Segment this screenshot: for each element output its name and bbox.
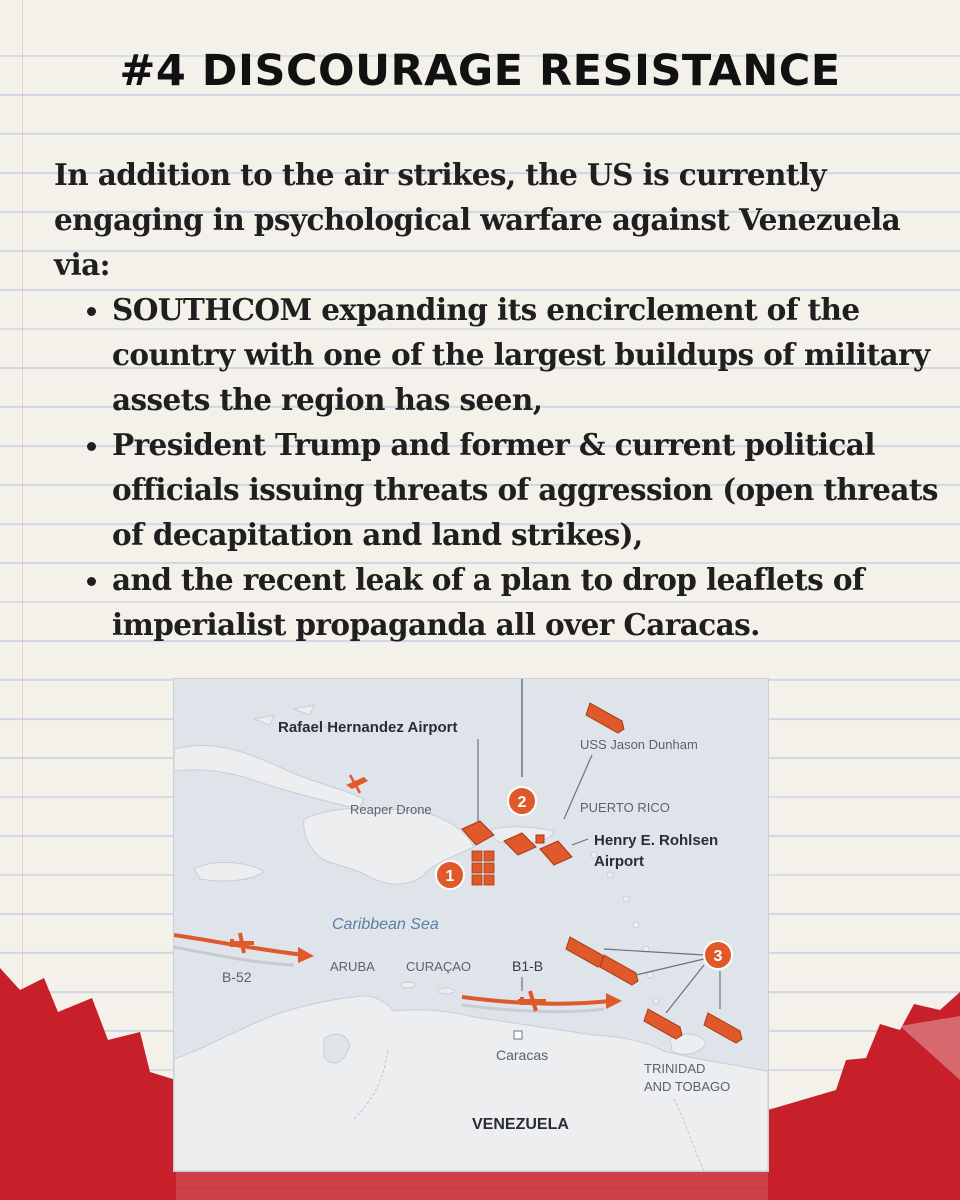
rafael-airport-label: Rafael Hernandez Airport (278, 719, 458, 736)
svg-text:1: 1 (445, 868, 455, 885)
intro-paragraph: In addition to the air strikes, the US is currently engaging in psychological warfare against Venezuela via: (54, 157, 901, 282)
curacao-label: CURAÇAO (406, 959, 472, 974)
marker-3 (704, 941, 732, 969)
body-text (54, 152, 954, 647)
bullet-item: • President Trump and former & current political officials issuing threats of aggression (open threats of decapitation and land strikes), (112, 422, 954, 557)
b52-label: B-52 (222, 969, 252, 985)
caribbean-sea-label: Caribbean Sea (332, 916, 439, 933)
caribbean-map (174, 679, 768, 1171)
marker-2 (508, 787, 536, 815)
henry-airport-label-2: Airport (594, 853, 644, 870)
maple-leaf-right-icon (768, 992, 960, 1200)
marker-1 (436, 861, 464, 889)
puerto-rico-label: PUERTO RICO (580, 800, 670, 815)
uss-jason-dunham-label: USS Jason Dunham (580, 737, 698, 752)
trinidad-label-2: AND TOBAGO (644, 1079, 731, 1094)
maple-leaf-left-icon (0, 968, 176, 1200)
caracas-marker (514, 1031, 522, 1039)
trinidad-label-1: TRINIDAD (644, 1061, 706, 1076)
reaper-drone-label: Reaper Drone (350, 802, 432, 817)
bullet-item: • and the recent leak of a plan to drop leaflets of imperialist propaganda all over Caracas. (112, 557, 954, 647)
bullet-item: • SOUTHCOM expanding its encirclement of the country with one of the largest buildups of military assets the region has seen, (112, 287, 954, 422)
venezuela-label: VENEZUELA (472, 1116, 569, 1133)
aruba-label: ARUBA (330, 959, 375, 974)
bullet-list (54, 287, 954, 647)
page-title: #4 DISCOURAGE RESISTANCE (119, 46, 841, 96)
svg-text:3: 3 (713, 948, 723, 965)
henry-airport-label-1: Henry E. Rohlsen (594, 832, 719, 849)
b1b-label: B1-B (512, 958, 544, 974)
caracas-label: Caracas (496, 1047, 549, 1063)
svg-text:2: 2 (517, 794, 527, 811)
